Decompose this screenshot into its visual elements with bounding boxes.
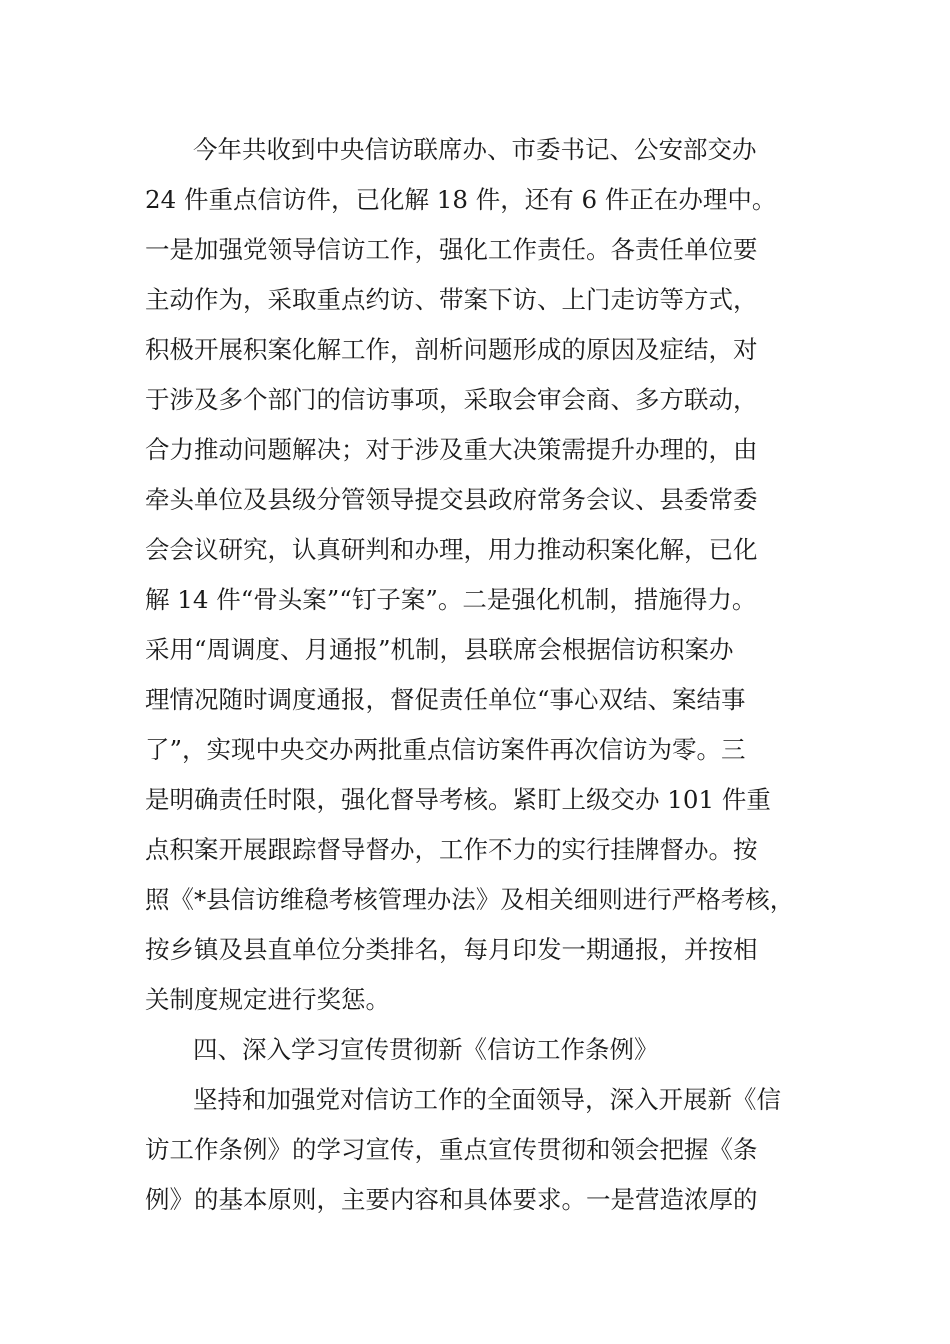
section-heading: 四、深入学习宣传贯彻新《信访工作条例》 [193, 1035, 659, 1064]
text-line-20: 坚持和加强党对信访工作的全面领导，深入开展新《信 [193, 1085, 781, 1114]
text-line-15: 点积案开展跟踪督导督办，工作不力的实行挂牌督办。按 [145, 835, 758, 864]
text-line-17: 按乡镇及县直单位分类排名，每月印发一期通报，并按相 [145, 935, 758, 964]
text-line-4: 主动作为，采取重点约访、带案下访、上门走访等方式， [145, 285, 758, 314]
text-line-7: 合力推动问题解决；对于涉及重大决策需提升办理的，由 [145, 435, 758, 464]
text-line-18: 关制度规定进行奖惩。 [145, 985, 390, 1014]
text-line-10: 解 14 件“骨头案”“钉子案”。二是强化机制，措施得力。 [145, 585, 757, 614]
text-line-6: 于涉及多个部门的信访事项，采取会审会商、多方联动， [145, 385, 758, 414]
text-line-8: 牵头单位及县级分管领导提交县政府常务会议、县委常委 [145, 485, 758, 514]
text-line-12: 理情况随时调度通报，督促责任单位“事心双结、案结事 [145, 685, 746, 714]
text-line-14: 是明确责任时限，强化督导考核。紧盯上级交办 101 件重 [145, 785, 771, 814]
text-line-3: 一是加强党领导信访工作，强化工作责任。各责任单位要 [145, 235, 758, 264]
text-line-1: 今年共收到中央信访联席办、市委书记、公安部交办 [193, 135, 757, 164]
text-line-2: 24 件重点信访件，已化解 18 件，还有 6 件正在办理中。 [145, 185, 777, 214]
text-line-13: 了”，实现中央交办两批重点信访案件再次信访为零。三 [145, 735, 746, 764]
text-line-21: 访工作条例》的学习宣传，重点宣传贯彻和领会把握《条 [145, 1135, 758, 1164]
text-line-9: 会会议研究，认真研判和办理，用力推动积案化解，已化 [145, 535, 758, 564]
text-line-16: 照《*县信访维稳考核管理办法》及相关细则进行严格考核， [145, 885, 795, 914]
text-line-22: 例》的基本原则，主要内容和具体要求。一是营造浓厚的 [145, 1185, 758, 1214]
text-line-11: 采用“周调度、月通报”机制，县联席会根据信访积案办 [145, 635, 734, 664]
text-line-5: 积极开展积案化解工作，剖析问题形成的原因及症结，对 [145, 335, 758, 364]
